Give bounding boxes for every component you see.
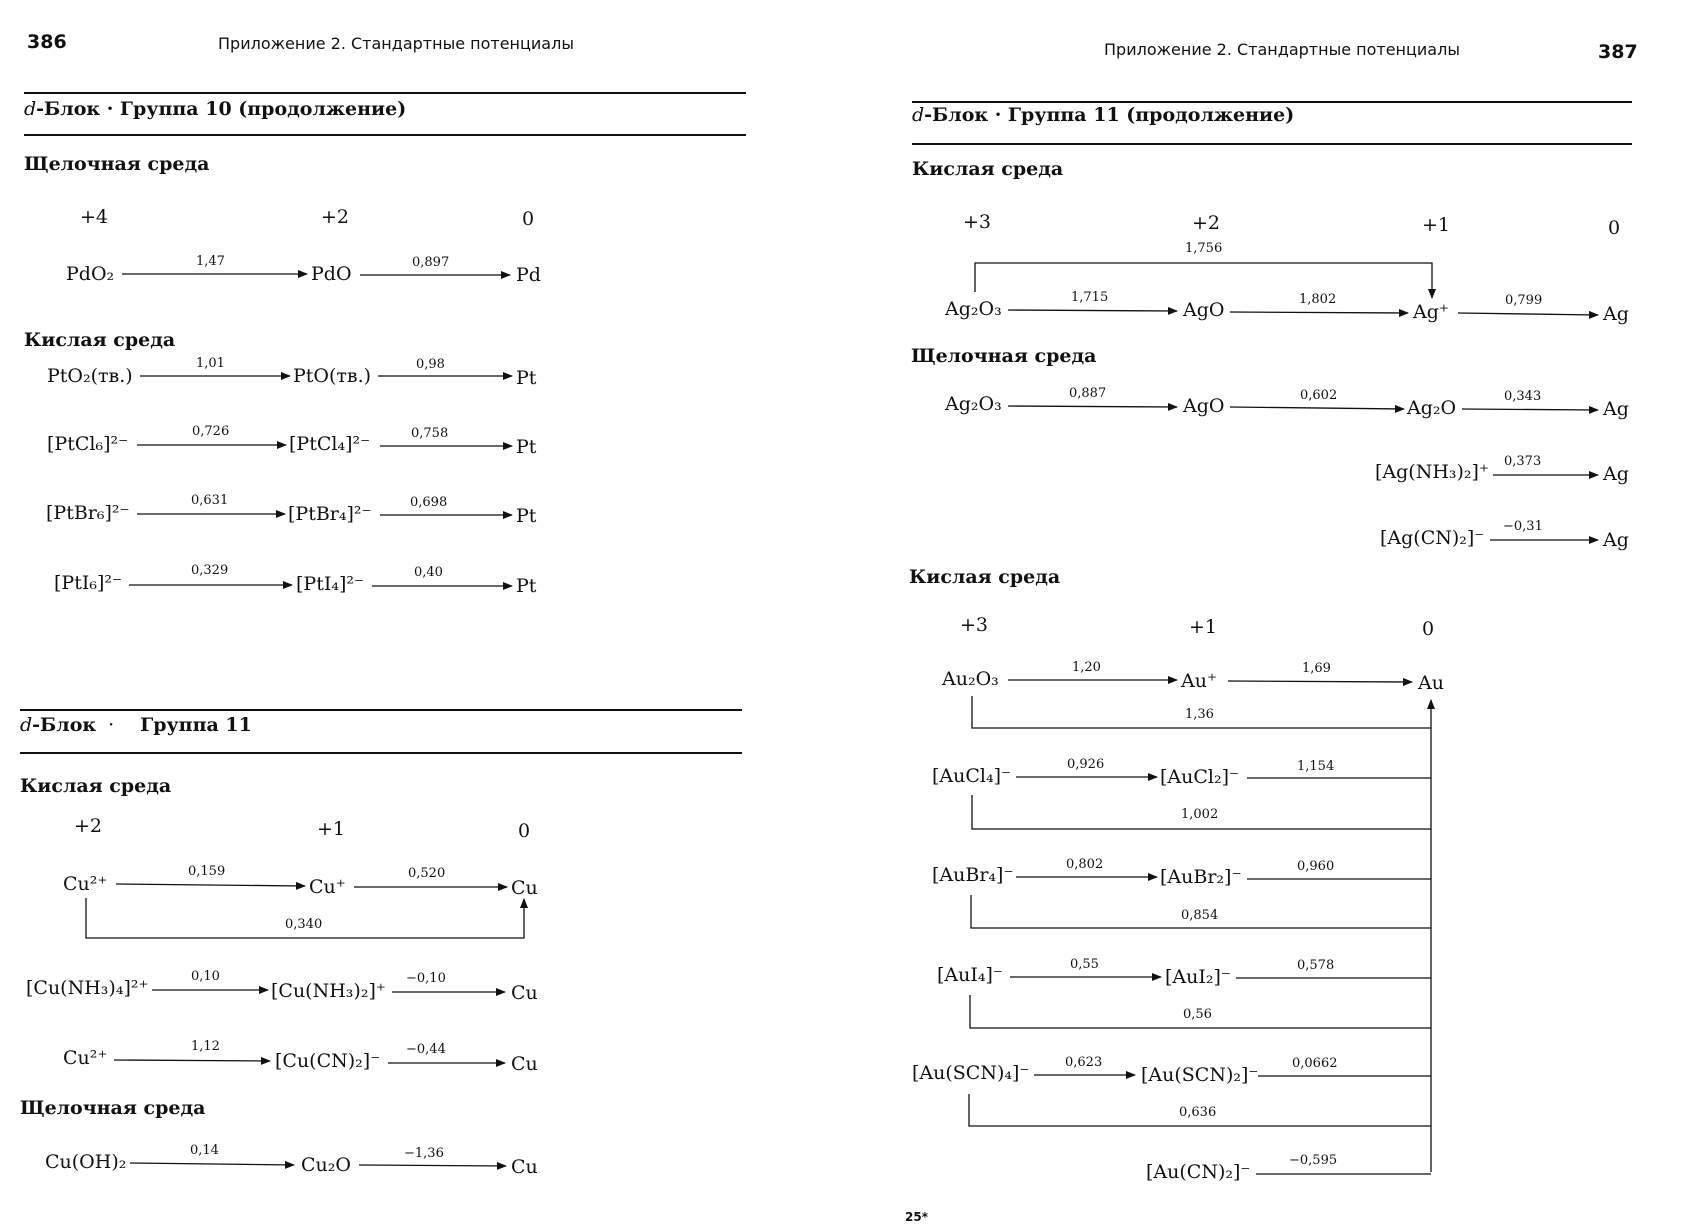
ox-state: +2 (321, 206, 350, 228)
potential-value: 0,10 (191, 969, 220, 984)
potential-value: 1,47 (196, 254, 225, 269)
medium-label-au-acid: Кислая среда (909, 566, 1061, 588)
potential-value: −0,44 (406, 1042, 446, 1057)
potential-value: 0,698 (410, 495, 448, 510)
medium-label-ag-base: Щелочная среда (911, 345, 1097, 367)
left-page-number: 386 (27, 31, 67, 53)
species-label: [PtBr₆]²⁻ (46, 502, 130, 524)
species-label: Ag (1603, 398, 1629, 420)
species-label: [PtBr₄]²⁻ (288, 503, 372, 525)
species-label: Ag (1603, 463, 1629, 485)
species-label: Pt (516, 505, 537, 527)
medium-label-cu-acid: Кислая среда (20, 775, 172, 797)
potential-value: 0,623 (1065, 1055, 1103, 1070)
potential-value: 0,14 (190, 1143, 219, 1158)
arrow-cu2o-cu (359, 1165, 506, 1166)
potential-value: 0,887 (1069, 386, 1107, 401)
potential-value: 0,602 (1300, 388, 1338, 403)
ox-state: 0 (518, 820, 531, 842)
species-label: [Cu(NH₃)₄]²⁺ (26, 977, 149, 999)
right-page-number: 387 (1598, 41, 1638, 63)
species-label: Cu (511, 1156, 538, 1178)
species-label: Cu₂O (301, 1154, 351, 1176)
species-label: [PtCl₄]²⁻ (289, 433, 371, 455)
potential-value: 0,758 (411, 426, 449, 441)
medium-label-ag-acid: Кислая среда (912, 158, 1064, 180)
ox-state: 0 (522, 208, 535, 230)
species-label: Cu(OH)₂ (45, 1151, 127, 1173)
species-label: PdO₂ (66, 263, 115, 285)
ox-state: +2 (1192, 212, 1221, 234)
potential-value: 0,636 (1179, 1105, 1217, 1120)
medium-label-pt-acid: Кислая среда (24, 329, 176, 351)
ox-state: 0 (1608, 217, 1621, 239)
species-label: [Au(SCN)₂]⁻ (1141, 1064, 1259, 1086)
species-label: Pt (516, 436, 537, 458)
species-label: Au⁺ (1181, 670, 1217, 692)
potential-value: 0,40 (414, 565, 443, 580)
ox-state: +1 (1422, 214, 1451, 236)
ox-state: +2 (74, 815, 103, 837)
potential-value: 0,329 (191, 563, 229, 578)
species-label: Ag₂O₃ (945, 393, 1002, 415)
species-label: Au (1418, 672, 1444, 694)
species-label: [AuBr₄]⁻ (932, 864, 1014, 886)
potential-value: 0,897 (412, 255, 450, 270)
potential-value: 1,01 (196, 356, 225, 371)
potential-value: 0,926 (1067, 757, 1105, 772)
species-label: Au₂O₃ (942, 668, 999, 690)
signature-mark: 25* (905, 1210, 928, 1224)
potential-value: 0,340 (285, 917, 323, 932)
species-label: [PtI₄]²⁻ (296, 573, 365, 595)
bypass-ag2o3-ag (975, 263, 1432, 298)
right-section-title-group11: d-Блок · Группа 11 (продолжение) (912, 104, 1295, 126)
species-label: Cu (511, 877, 538, 899)
medium-label-cu-base: Щелочная среда (20, 1097, 206, 1119)
ox-state: +3 (963, 211, 992, 233)
species-label: [AuI₂]⁻ (1165, 966, 1231, 988)
left-section-title-group10: d-Блок · Группа 10 (продолжение) (24, 98, 407, 120)
species-label: Cu (511, 982, 538, 1004)
potential-value: −1,36 (404, 1146, 444, 1161)
species-label: AgO (1183, 299, 1225, 321)
left-rule-group11-bottom (20, 752, 742, 754)
species-label: [Au(CN)₂]⁻ (1146, 1161, 1251, 1183)
right-running-header: Приложение 2. Стандартные потенциалы (1104, 40, 1460, 59)
arrow-auplus-au (1228, 681, 1412, 682)
potential-value: 1,756 (1185, 241, 1223, 256)
arrow-cu2-cucn2 (114, 1060, 270, 1061)
potential-value: 1,002 (1181, 807, 1219, 822)
species-label: AgO (1183, 395, 1225, 417)
potential-value: 0,631 (191, 493, 229, 508)
species-label: [Ag(CN)₂]⁻ (1380, 527, 1485, 549)
species-label: Pt (516, 575, 537, 597)
potential-value: 1,715 (1071, 290, 1109, 305)
species-label: PtO₂(тв.) (47, 365, 133, 387)
ox-state: +3 (960, 614, 989, 636)
species-label: [AuCl₂]⁻ (1160, 766, 1240, 788)
potential-value: 0,0662 (1292, 1056, 1338, 1071)
species-label: [Cu(CN)₂]⁻ (275, 1050, 381, 1072)
medium-label-pd-base: Щелочная среда (24, 153, 210, 175)
potential-value: 1,12 (191, 1039, 220, 1054)
species-label: Ag₂O₃ (945, 298, 1002, 320)
left-rule-bottom (24, 134, 746, 136)
left-running-header: Приложение 2. Стандартные потенциалы (218, 34, 574, 53)
potential-value: 0,726 (192, 424, 230, 439)
right-rule-bottom (912, 143, 1632, 145)
potential-value: −0,10 (406, 971, 446, 986)
potential-value: 0,960 (1297, 859, 1335, 874)
left-section-title-group11: d-Блок · Группа 11 (20, 714, 252, 736)
species-label: Pd (516, 264, 541, 286)
species-label: Ag (1603, 303, 1629, 325)
arrow-ago-agplus (1230, 312, 1408, 313)
potential-value: 1,802 (1299, 292, 1337, 307)
species-label: [Ag(NH₃)₂]⁺ (1375, 461, 1489, 483)
arrow-agplus-ag (1458, 313, 1598, 315)
potential-value: 0,799 (1505, 293, 1543, 308)
potential-value: 1,20 (1072, 660, 1101, 675)
arrow-cuoh2-cu2o (130, 1163, 294, 1165)
potential-value: 0,373 (1504, 454, 1542, 469)
species-label: Cu²⁺ (63, 1047, 108, 1069)
potential-value: 1,69 (1302, 661, 1331, 676)
potential-value: −0,595 (1289, 1153, 1338, 1168)
potential-value: 0,56 (1183, 1007, 1212, 1022)
species-label: PtO(тв.) (293, 365, 372, 387)
arrow-ag2o3-ago (1008, 310, 1177, 311)
potential-value: 0,802 (1066, 857, 1104, 872)
potential-value: 0,343 (1504, 389, 1542, 404)
arrow-ag2o3-ago-b (1008, 406, 1177, 407)
species-label: [PtI₆]²⁻ (54, 572, 123, 594)
species-label: Pt (516, 367, 537, 389)
species-label: Ag₂O (1407, 397, 1457, 419)
species-label: [Au(SCN)₄]⁻ (912, 1062, 1030, 1084)
species-label: Cu²⁺ (63, 873, 108, 895)
species-label: [AuCl₄]⁻ (932, 765, 1012, 787)
potential-value: 1,36 (1185, 707, 1214, 722)
potential-value: 0,854 (1181, 908, 1219, 923)
species-label: Cu⁺ (309, 876, 346, 898)
arrow-ag2o-ag (1462, 409, 1598, 410)
potential-value: 0,159 (188, 864, 226, 879)
ox-state: 0 (1422, 618, 1435, 640)
arrow-ago-ag2o (1230, 407, 1404, 409)
species-label: [AuBr₂]⁻ (1160, 866, 1242, 888)
species-label: Ag⁺ (1413, 301, 1449, 323)
species-label: Ag (1603, 529, 1629, 551)
potential-value: 0,520 (408, 866, 446, 881)
species-label: [AuI₄]⁻ (937, 964, 1003, 986)
arrow-cu2-cu1 (116, 884, 305, 886)
potential-value: −0,31 (1503, 519, 1543, 534)
ox-state: +1 (1189, 616, 1218, 638)
potential-value: 1,154 (1297, 759, 1335, 774)
species-label: [PtCl₆]²⁻ (47, 433, 129, 455)
potential-value: 0,578 (1297, 958, 1335, 973)
ox-state: +4 (80, 206, 109, 228)
potential-value: 0,55 (1070, 957, 1099, 972)
species-label: [Cu(NH₃)₂]⁺ (271, 980, 386, 1002)
left-rule-top (24, 92, 746, 94)
right-rule-top (912, 101, 1632, 103)
potential-value: 0,98 (416, 357, 445, 372)
species-label: PdO (311, 263, 352, 285)
ox-state: +1 (317, 818, 346, 840)
species-label: Cu (511, 1053, 538, 1075)
left-rule-group11-top (20, 709, 742, 711)
